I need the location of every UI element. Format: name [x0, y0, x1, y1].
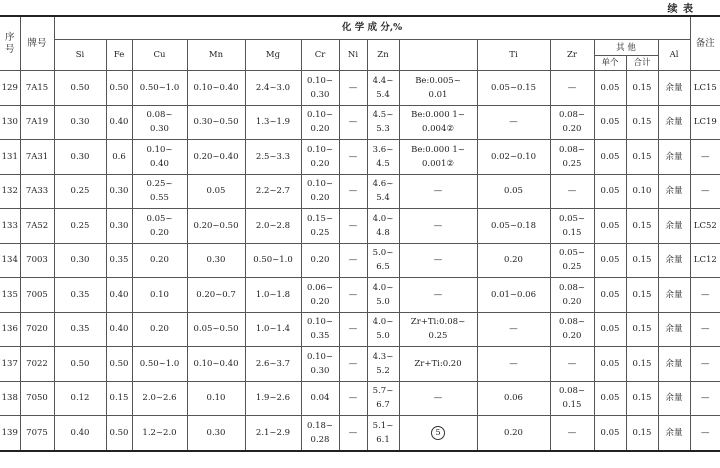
cell-al: 余量 — [658, 347, 690, 382]
header-si: Si — [54, 40, 106, 71]
cell-zr: 0.08~ 0.25 — [550, 140, 594, 175]
cell-fe: 0.40 — [106, 105, 132, 140]
table-row — [0, 416, 720, 451]
cell-no: 137 — [0, 347, 20, 382]
cell-ti: 0.01~0.06 — [477, 278, 550, 313]
cell-total: 0.15 — [626, 140, 658, 175]
cell-extra: Be:0.000 1~ 0.004② — [399, 105, 477, 140]
cell-single: 0.05 — [594, 105, 626, 140]
cell-ni: — — [339, 174, 367, 209]
cell-single: 0.05 — [594, 278, 626, 313]
table-row — [0, 278, 720, 313]
cell-total: 0.15 — [626, 347, 658, 382]
cell-ni: — — [339, 278, 367, 313]
cell-mg: 1.9~2.6 — [245, 381, 301, 416]
cell-si: 0.25 — [54, 209, 106, 244]
cell-single: 0.05 — [594, 416, 626, 451]
cell-extra: Be:0.000 1~ 0.001② — [399, 140, 477, 175]
cell-ti: — — [477, 105, 550, 140]
cell-si: 0.30 — [54, 243, 106, 278]
cell-mn: 0.10~0.40 — [187, 347, 245, 382]
cell-total: 0.15 — [626, 381, 658, 416]
cell-grade: 7020 — [20, 312, 54, 347]
cell-grade: 7A33 — [20, 174, 54, 209]
cell-cu: 0.10~ 0.40 — [132, 140, 187, 175]
cell-no: 129 — [0, 71, 20, 106]
cell-extra — [399, 416, 477, 451]
header-mn: Mn — [187, 40, 245, 71]
cell-note: LC52 — [690, 209, 720, 244]
cell-single: 0.05 — [594, 174, 626, 209]
cell-cr: 0.10~ 0.30 — [301, 71, 339, 106]
cell-mn: 0.20~0.50 — [187, 209, 245, 244]
table-row — [0, 71, 720, 106]
cell-note: — — [690, 381, 720, 416]
cell-grade: 7050 — [20, 381, 54, 416]
header-mg: Mg — [245, 40, 301, 71]
cell-no: 132 — [0, 174, 20, 209]
header-al: Al — [658, 40, 690, 71]
cell-cr: 0.10~ 0.30 — [301, 347, 339, 382]
cell-mn: 0.10 — [187, 381, 245, 416]
cell-single: 0.05 — [594, 347, 626, 382]
cell-mg: 2.4~3.0 — [245, 71, 301, 106]
cell-mg: 2.1~2.9 — [245, 416, 301, 451]
table-row — [0, 312, 720, 347]
header-others: 其 他 — [594, 40, 658, 56]
cell-zn: 4.3~ 5.2 — [367, 347, 399, 382]
cell-ti: 0.02~0.10 — [477, 140, 550, 175]
cell-single: 0.05 — [594, 71, 626, 106]
cell-zr: 0.08~ 0.20 — [550, 278, 594, 313]
cell-cr: 0.04 — [301, 381, 339, 416]
cell-cr: 0.10~ 0.20 — [301, 105, 339, 140]
cell-extra: — — [399, 243, 477, 278]
cell-single: 0.05 — [594, 243, 626, 278]
cell-fe: 0.30 — [106, 174, 132, 209]
cell-al: 余量 — [658, 105, 690, 140]
cell-cu: 0.10 — [132, 278, 187, 313]
footnote-marker: 5 — [431, 426, 445, 440]
cell-note: — — [690, 312, 720, 347]
cell-mn: 0.30 — [187, 243, 245, 278]
header-zr: Zr — [550, 40, 594, 71]
cell-ni: — — [339, 416, 367, 451]
cell-grade: 7005 — [20, 278, 54, 313]
cell-cr: 0.10~ 0.20 — [301, 174, 339, 209]
cell-ni: — — [339, 71, 367, 106]
cell-fe: 0.15 — [106, 381, 132, 416]
cell-al: 余量 — [658, 243, 690, 278]
cell-total: 0.15 — [626, 278, 658, 313]
cell-mg: 1.0~1.8 — [245, 278, 301, 313]
header-seq: 序号 — [0, 16, 20, 71]
cell-cu: 0.25~ 0.55 — [132, 174, 187, 209]
cell-single: 0.05 — [594, 209, 626, 244]
cell-zr: 0.05~ 0.15 — [550, 209, 594, 244]
cell-ti: 0.20 — [477, 416, 550, 451]
cell-cu: 0.20 — [132, 312, 187, 347]
cell-al: 余量 — [658, 278, 690, 313]
cell-zn: 4.0~ 4.8 — [367, 209, 399, 244]
table-row — [0, 347, 720, 382]
cell-no: 135 — [0, 278, 20, 313]
cell-fe: 0.50 — [106, 71, 132, 106]
cell-no: 130 — [0, 105, 20, 140]
header-zn: Zn — [367, 40, 399, 71]
cell-cu: 0.50~1.0 — [132, 347, 187, 382]
cell-si: 0.30 — [54, 140, 106, 175]
cell-no: 133 — [0, 209, 20, 244]
cell-grade: 7A52 — [20, 209, 54, 244]
cell-al: 余量 — [658, 140, 690, 175]
cell-zr: 0.05~ 0.25 — [550, 243, 594, 278]
cell-mg: 1.3~1.9 — [245, 105, 301, 140]
cell-total: 0.10 — [626, 174, 658, 209]
header-note: 备注 — [690, 16, 720, 71]
cell-fe: 0.40 — [106, 312, 132, 347]
table-row — [0, 243, 720, 278]
table-row — [0, 209, 720, 244]
cell-extra: — — [399, 174, 477, 209]
cell-ni: — — [339, 105, 367, 140]
cell-fe: 0.30 — [106, 209, 132, 244]
cell-note: — — [690, 416, 720, 451]
cell-zr: 0.08~ 0.15 — [550, 381, 594, 416]
cell-zr: — — [550, 416, 594, 451]
cell-zn: 4.0~ 5.0 — [367, 312, 399, 347]
cell-ti: 0.05 — [477, 174, 550, 209]
cell-note: LC15 — [690, 71, 720, 106]
cell-cr: 0.18~ 0.28 — [301, 416, 339, 451]
cell-extra: — — [399, 278, 477, 313]
cell-al: 余量 — [658, 174, 690, 209]
cell-total: 0.15 — [626, 312, 658, 347]
cell-ni: — — [339, 140, 367, 175]
composition-table — [0, 15, 720, 452]
cell-mn: 0.20~0.40 — [187, 140, 245, 175]
table-body — [0, 71, 720, 451]
cell-cu: 0.20 — [132, 243, 187, 278]
cell-no: 138 — [0, 381, 20, 416]
cell-note: — — [690, 140, 720, 175]
cell-extra: Zr+Ti:0.08~ 0.25 — [399, 312, 477, 347]
cell-cu: 2.0~2.6 — [132, 381, 187, 416]
cell-fe: 0.6 — [106, 140, 132, 175]
cell-al: 余量 — [658, 312, 690, 347]
cell-cr: 0.20 — [301, 243, 339, 278]
cell-fe: 0.35 — [106, 243, 132, 278]
continued-label: 续 表 — [667, 4, 694, 15]
cell-ti: — — [477, 347, 550, 382]
cell-mn: 0.05~0.50 — [187, 312, 245, 347]
cell-ti: 0.20 — [477, 243, 550, 278]
cell-mn: 0.30 — [187, 416, 245, 451]
cell-si: 0.50 — [54, 71, 106, 106]
cell-no: 131 — [0, 140, 20, 175]
cell-total: 0.15 — [626, 209, 658, 244]
cell-si: 0.25 — [54, 174, 106, 209]
cell-si: 0.35 — [54, 278, 106, 313]
header-cu: Cu — [132, 40, 187, 71]
cell-al: 余量 — [658, 416, 690, 451]
cell-al: 余量 — [658, 209, 690, 244]
cell-cr: 0.10~ 0.35 — [301, 312, 339, 347]
header-grade: 牌号 — [20, 16, 54, 71]
cell-grade: 7075 — [20, 416, 54, 451]
cell-total: 0.15 — [626, 416, 658, 451]
cell-extra: Zr+Ti:0.20 — [399, 347, 477, 382]
cell-grade: 7A15 — [20, 71, 54, 106]
cell-fe: 0.40 — [106, 278, 132, 313]
cell-mn: 0.10~0.40 — [187, 71, 245, 106]
header-ni: Ni — [339, 40, 367, 71]
table-row — [0, 174, 720, 209]
header-fe: Fe — [106, 40, 132, 71]
header-cr: Cr — [301, 40, 339, 71]
cell-cr: 0.06~ 0.20 — [301, 278, 339, 313]
cell-extra: Be:0.005~ 0.01 — [399, 71, 477, 106]
header-composition: 化 学 成 分,% — [54, 16, 690, 40]
cell-fe: 0.50 — [106, 347, 132, 382]
cell-no: 134 — [0, 243, 20, 278]
cell-mn: 0.05 — [187, 174, 245, 209]
cell-total: 0.15 — [626, 71, 658, 106]
cell-grade: 7A31 — [20, 140, 54, 175]
cell-no: 139 — [0, 416, 20, 451]
cell-extra: — — [399, 381, 477, 416]
cell-si: 0.35 — [54, 312, 106, 347]
header-others-single: 单个 — [594, 56, 626, 71]
cell-zr: — — [550, 174, 594, 209]
cell-ni: — — [339, 347, 367, 382]
cell-zr: — — [550, 71, 594, 106]
cell-si: 0.30 — [54, 105, 106, 140]
cell-ni: — — [339, 209, 367, 244]
cell-ni: — — [339, 243, 367, 278]
cell-extra: — — [399, 209, 477, 244]
cell-al: 余量 — [658, 71, 690, 106]
cell-zn: 5.0~ 6.5 — [367, 243, 399, 278]
cell-zr: — — [550, 347, 594, 382]
cell-zn: 5.7~ 6.7 — [367, 381, 399, 416]
cell-ti: 0.06 — [477, 381, 550, 416]
cell-zn: 5.1~ 6.1 — [367, 416, 399, 451]
cell-single: 0.05 — [594, 312, 626, 347]
cell-ti: — — [477, 312, 550, 347]
cell-grade: 7003 — [20, 243, 54, 278]
cell-mg: 2.5~3.3 — [245, 140, 301, 175]
cell-zr: 0.08~ 0.20 — [550, 312, 594, 347]
cell-mg: 2.2~2.7 — [245, 174, 301, 209]
cell-cr: 0.15~ 0.25 — [301, 209, 339, 244]
cell-total: 0.15 — [626, 105, 658, 140]
cell-mg: 2.6~3.7 — [245, 347, 301, 382]
table-row — [0, 105, 720, 140]
header-extra — [399, 40, 477, 71]
cell-zr: 0.08~ 0.20 — [550, 105, 594, 140]
cell-cu: 1.2~2.0 — [132, 416, 187, 451]
cell-single: 0.05 — [594, 140, 626, 175]
header-others-total: 合计 — [626, 56, 658, 71]
cell-grade: 7A19 — [20, 105, 54, 140]
table-row — [0, 140, 720, 175]
cell-note: — — [690, 347, 720, 382]
cell-no: 136 — [0, 312, 20, 347]
cell-ni: — — [339, 312, 367, 347]
cell-al: 余量 — [658, 381, 690, 416]
cell-zn: 4.4~ 5.4 — [367, 71, 399, 106]
cell-mg: 2.0~2.8 — [245, 209, 301, 244]
cell-zn: 4.6~ 5.4 — [367, 174, 399, 209]
cell-ni: — — [339, 381, 367, 416]
cell-mg: 1.0~1.4 — [245, 312, 301, 347]
cell-note: LC12 — [690, 243, 720, 278]
cell-total: 0.15 — [626, 243, 658, 278]
cell-fe: 0.50 — [106, 416, 132, 451]
cell-mn: 0.20~0.7 — [187, 278, 245, 313]
cell-note: — — [690, 278, 720, 313]
cell-zn: 4.5~ 5.3 — [367, 105, 399, 140]
cell-si: 0.50 — [54, 347, 106, 382]
cell-grade: 7022 — [20, 347, 54, 382]
cell-si: 0.40 — [54, 416, 106, 451]
cell-si: 0.12 — [54, 381, 106, 416]
cell-ti: 0.05~0.18 — [477, 209, 550, 244]
cell-note: LC19 — [690, 105, 720, 140]
cell-cr: 0.10~ 0.20 — [301, 140, 339, 175]
cell-mg: 0.50~1.0 — [245, 243, 301, 278]
cell-zn: 4.0~ 5.0 — [367, 278, 399, 313]
header-ti: Ti — [477, 40, 550, 71]
cell-ti: 0.05~0.15 — [477, 71, 550, 106]
table-row — [0, 381, 720, 416]
cell-note: — — [690, 174, 720, 209]
cell-cu: 0.08~ 0.30 — [132, 105, 187, 140]
cell-cu: 0.50~1.0 — [132, 71, 187, 106]
cell-zn: 3.6~ 4.5 — [367, 140, 399, 175]
cell-mn: 0.30~0.50 — [187, 105, 245, 140]
cell-single: 0.05 — [594, 381, 626, 416]
cell-cu: 0.05~ 0.20 — [132, 209, 187, 244]
